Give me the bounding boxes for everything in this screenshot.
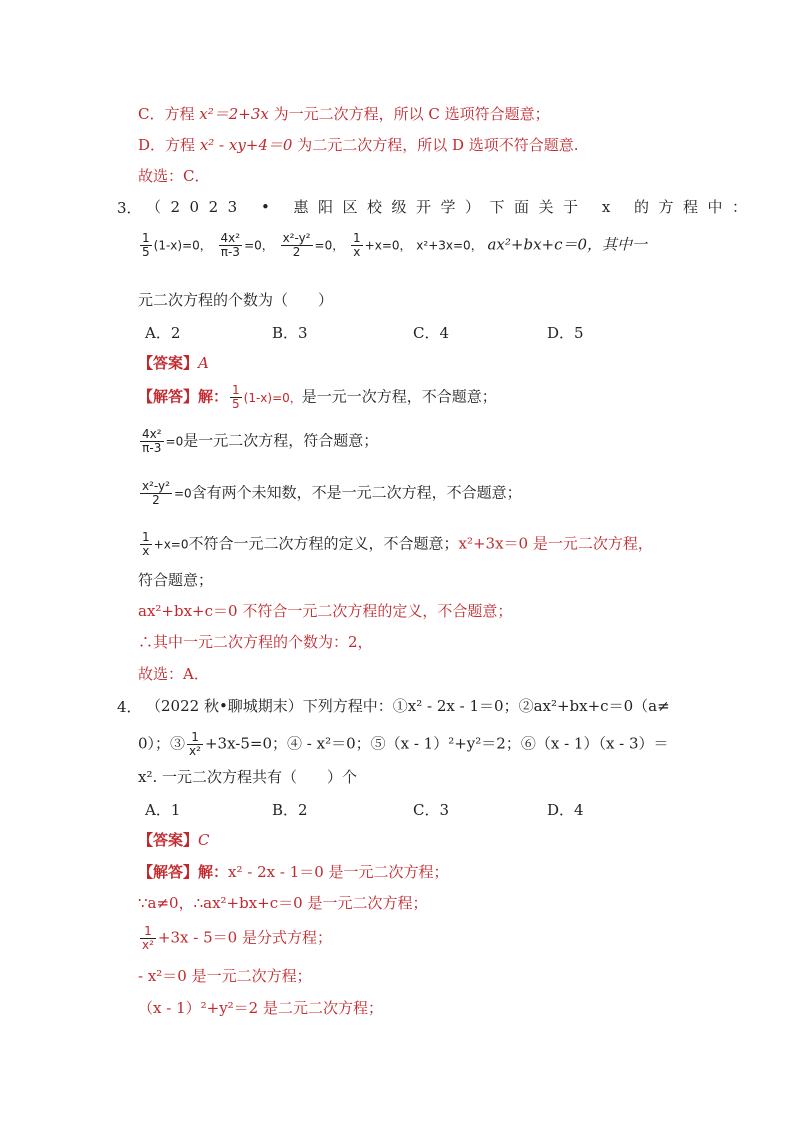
- eq-rest: +x=0，: [364, 238, 412, 253]
- eq-rest: (1-x)=0，: [243, 390, 302, 405]
- den: 2: [140, 493, 172, 507]
- answer-label: 【答案】: [138, 354, 199, 372]
- num: x²-y²: [282, 231, 311, 245]
- text: 含有两个未知数，不是一元二次方程，不合题意；: [191, 483, 522, 502]
- den: x²: [189, 744, 201, 758]
- den: 5: [142, 245, 150, 259]
- num: 1: [142, 530, 150, 544]
- eq-rest: =0: [165, 434, 184, 449]
- answer-value: C: [198, 831, 210, 849]
- equation: x² - xy+4＝0: [199, 136, 293, 154]
- text: 为二元二次方程，所以 D 选项不符合题意.: [292, 136, 579, 154]
- q4-number: 4．: [117, 698, 142, 716]
- sol2-c-line: [138, 104, 550, 124]
- frac-4x2: [219, 232, 243, 259]
- text: 是一元二次方程，符合题意；: [183, 431, 379, 450]
- q4-stem2: [138, 731, 669, 758]
- q4-option-d: D．4: [547, 801, 584, 819]
- text: +3x-5=0；④ - x²＝0；⑤（x - 1）²+y²＝2；⑥（x - 1）（x - 3）＝: [204, 734, 669, 753]
- eq-rest: =0: [173, 486, 192, 501]
- text: 不符合一元二次方程的定义，不合题意；: [188, 534, 459, 553]
- answer-value: A: [198, 354, 209, 372]
- q3-expl-4b: 符合题意；: [138, 571, 214, 589]
- num: x²-y²: [142, 479, 170, 493]
- eq-rest: +x=0: [153, 537, 189, 552]
- sol2-pick: 故选：C．: [138, 167, 210, 185]
- q3-option-b: B．3: [272, 324, 308, 342]
- den: x²: [142, 938, 154, 952]
- q3-expl-6: ∴其中一元二次方程的个数为：2，: [138, 633, 373, 651]
- eq-rest: =0，: [314, 238, 345, 253]
- sol2-d-line: [138, 135, 579, 155]
- num: 1: [142, 231, 150, 245]
- q3-option-c: C．4: [413, 324, 450, 342]
- eq-rest: =0，: [244, 238, 274, 253]
- den: x: [140, 544, 152, 558]
- den: 5: [232, 397, 240, 411]
- q3-pick: 故选：A．: [138, 665, 209, 683]
- q4-stem3: x². 一元二次方程共有（ ）个: [138, 768, 358, 786]
- q3-stem: （2023 • 惠阳区校级开学）下面关于 x 的方程中：: [146, 198, 757, 216]
- q4-expl-1: [138, 862, 449, 882]
- q4-expl-4: - x²＝0 是一元二次方程；: [138, 967, 312, 985]
- num: 1: [232, 383, 240, 397]
- explanation-label: 【解答】解：: [138, 863, 229, 881]
- answer-label: 【答案】: [138, 831, 199, 849]
- num: 1: [191, 730, 199, 744]
- q3-option-a: A．2: [145, 324, 181, 342]
- q4-option-c: C．3: [413, 801, 450, 819]
- q3-stem2: 元二次方程的个数为（ ）: [138, 291, 334, 309]
- text: 是一元一次方程，不合题意；: [301, 387, 497, 406]
- text: x²+3x＝0 是一元二次方程，: [458, 534, 653, 553]
- q3-answer: [138, 353, 209, 373]
- e1-wrap: [228, 383, 302, 411]
- q4-expl-2: ∵a≠0，∴ax²+bx+c＝0 是一元二次方程；: [138, 894, 428, 912]
- text: +3x - 5＝0 是分式方程；: [157, 928, 332, 947]
- q4-answer: [138, 830, 210, 850]
- den: 2: [281, 245, 313, 259]
- equation: x²＝2+3x: [199, 105, 269, 123]
- frac-x2y2: [281, 232, 313, 259]
- frac-1-5: [140, 232, 152, 259]
- q3-expl-4: [138, 531, 653, 558]
- q3-expl-3: [138, 480, 522, 507]
- q3-equations: [138, 232, 647, 259]
- frac-1-x2: [187, 731, 203, 758]
- q3-expl-5: [138, 601, 512, 621]
- text: ax²+bx+c＝0 不符合一元二次方程的定义，不合题意；: [138, 602, 513, 620]
- explanation-label: 【解答】解：: [138, 387, 229, 406]
- text: 0）；③: [138, 734, 186, 753]
- den: x: [351, 245, 363, 259]
- q4-option-a: A．1: [145, 801, 181, 819]
- q4-stem1: （2022 秋•聊城期末）下列方程中：①x² - 2x - 1＝0；②ax²+bx+c＝0（a≠: [146, 697, 670, 715]
- den: π-3: [219, 245, 243, 259]
- frac-1-x: [351, 232, 363, 259]
- q4-option-b: B．2: [272, 801, 308, 819]
- text: x² - 2x - 1＝0 是一元二次方程；: [228, 863, 449, 881]
- frac-x2y2: [140, 480, 172, 507]
- frac-1-5: [230, 384, 242, 411]
- q3-number: 3．: [117, 199, 142, 217]
- text: D．方程: [138, 136, 200, 154]
- frac-4x2: [140, 428, 164, 455]
- q4-expl-3: [138, 925, 332, 952]
- eq-6: ax²+bx+c＝0，其中一: [487, 235, 648, 254]
- q3-expl-2: [138, 428, 378, 455]
- num: 1: [353, 231, 361, 245]
- text: 为一元二次方程，所以 C 选项符合题意；: [268, 105, 550, 123]
- num: 1: [144, 924, 152, 938]
- q3-option-d: D．5: [547, 324, 584, 342]
- frac-1-x2: [140, 925, 156, 952]
- eq-5: x²+3x=0，: [416, 238, 483, 253]
- text: C．方程: [138, 105, 200, 123]
- num: 4x²: [220, 231, 241, 245]
- den: π-3: [140, 441, 164, 455]
- eq-rest: (1-x)=0，: [153, 238, 212, 253]
- num: 4x²: [142, 427, 162, 441]
- frac-1-x: [140, 531, 152, 558]
- q3-expl-1: [138, 384, 497, 411]
- q4-expl-5: （x - 1）²+y²＝2 是二元二次方程；: [138, 999, 383, 1017]
